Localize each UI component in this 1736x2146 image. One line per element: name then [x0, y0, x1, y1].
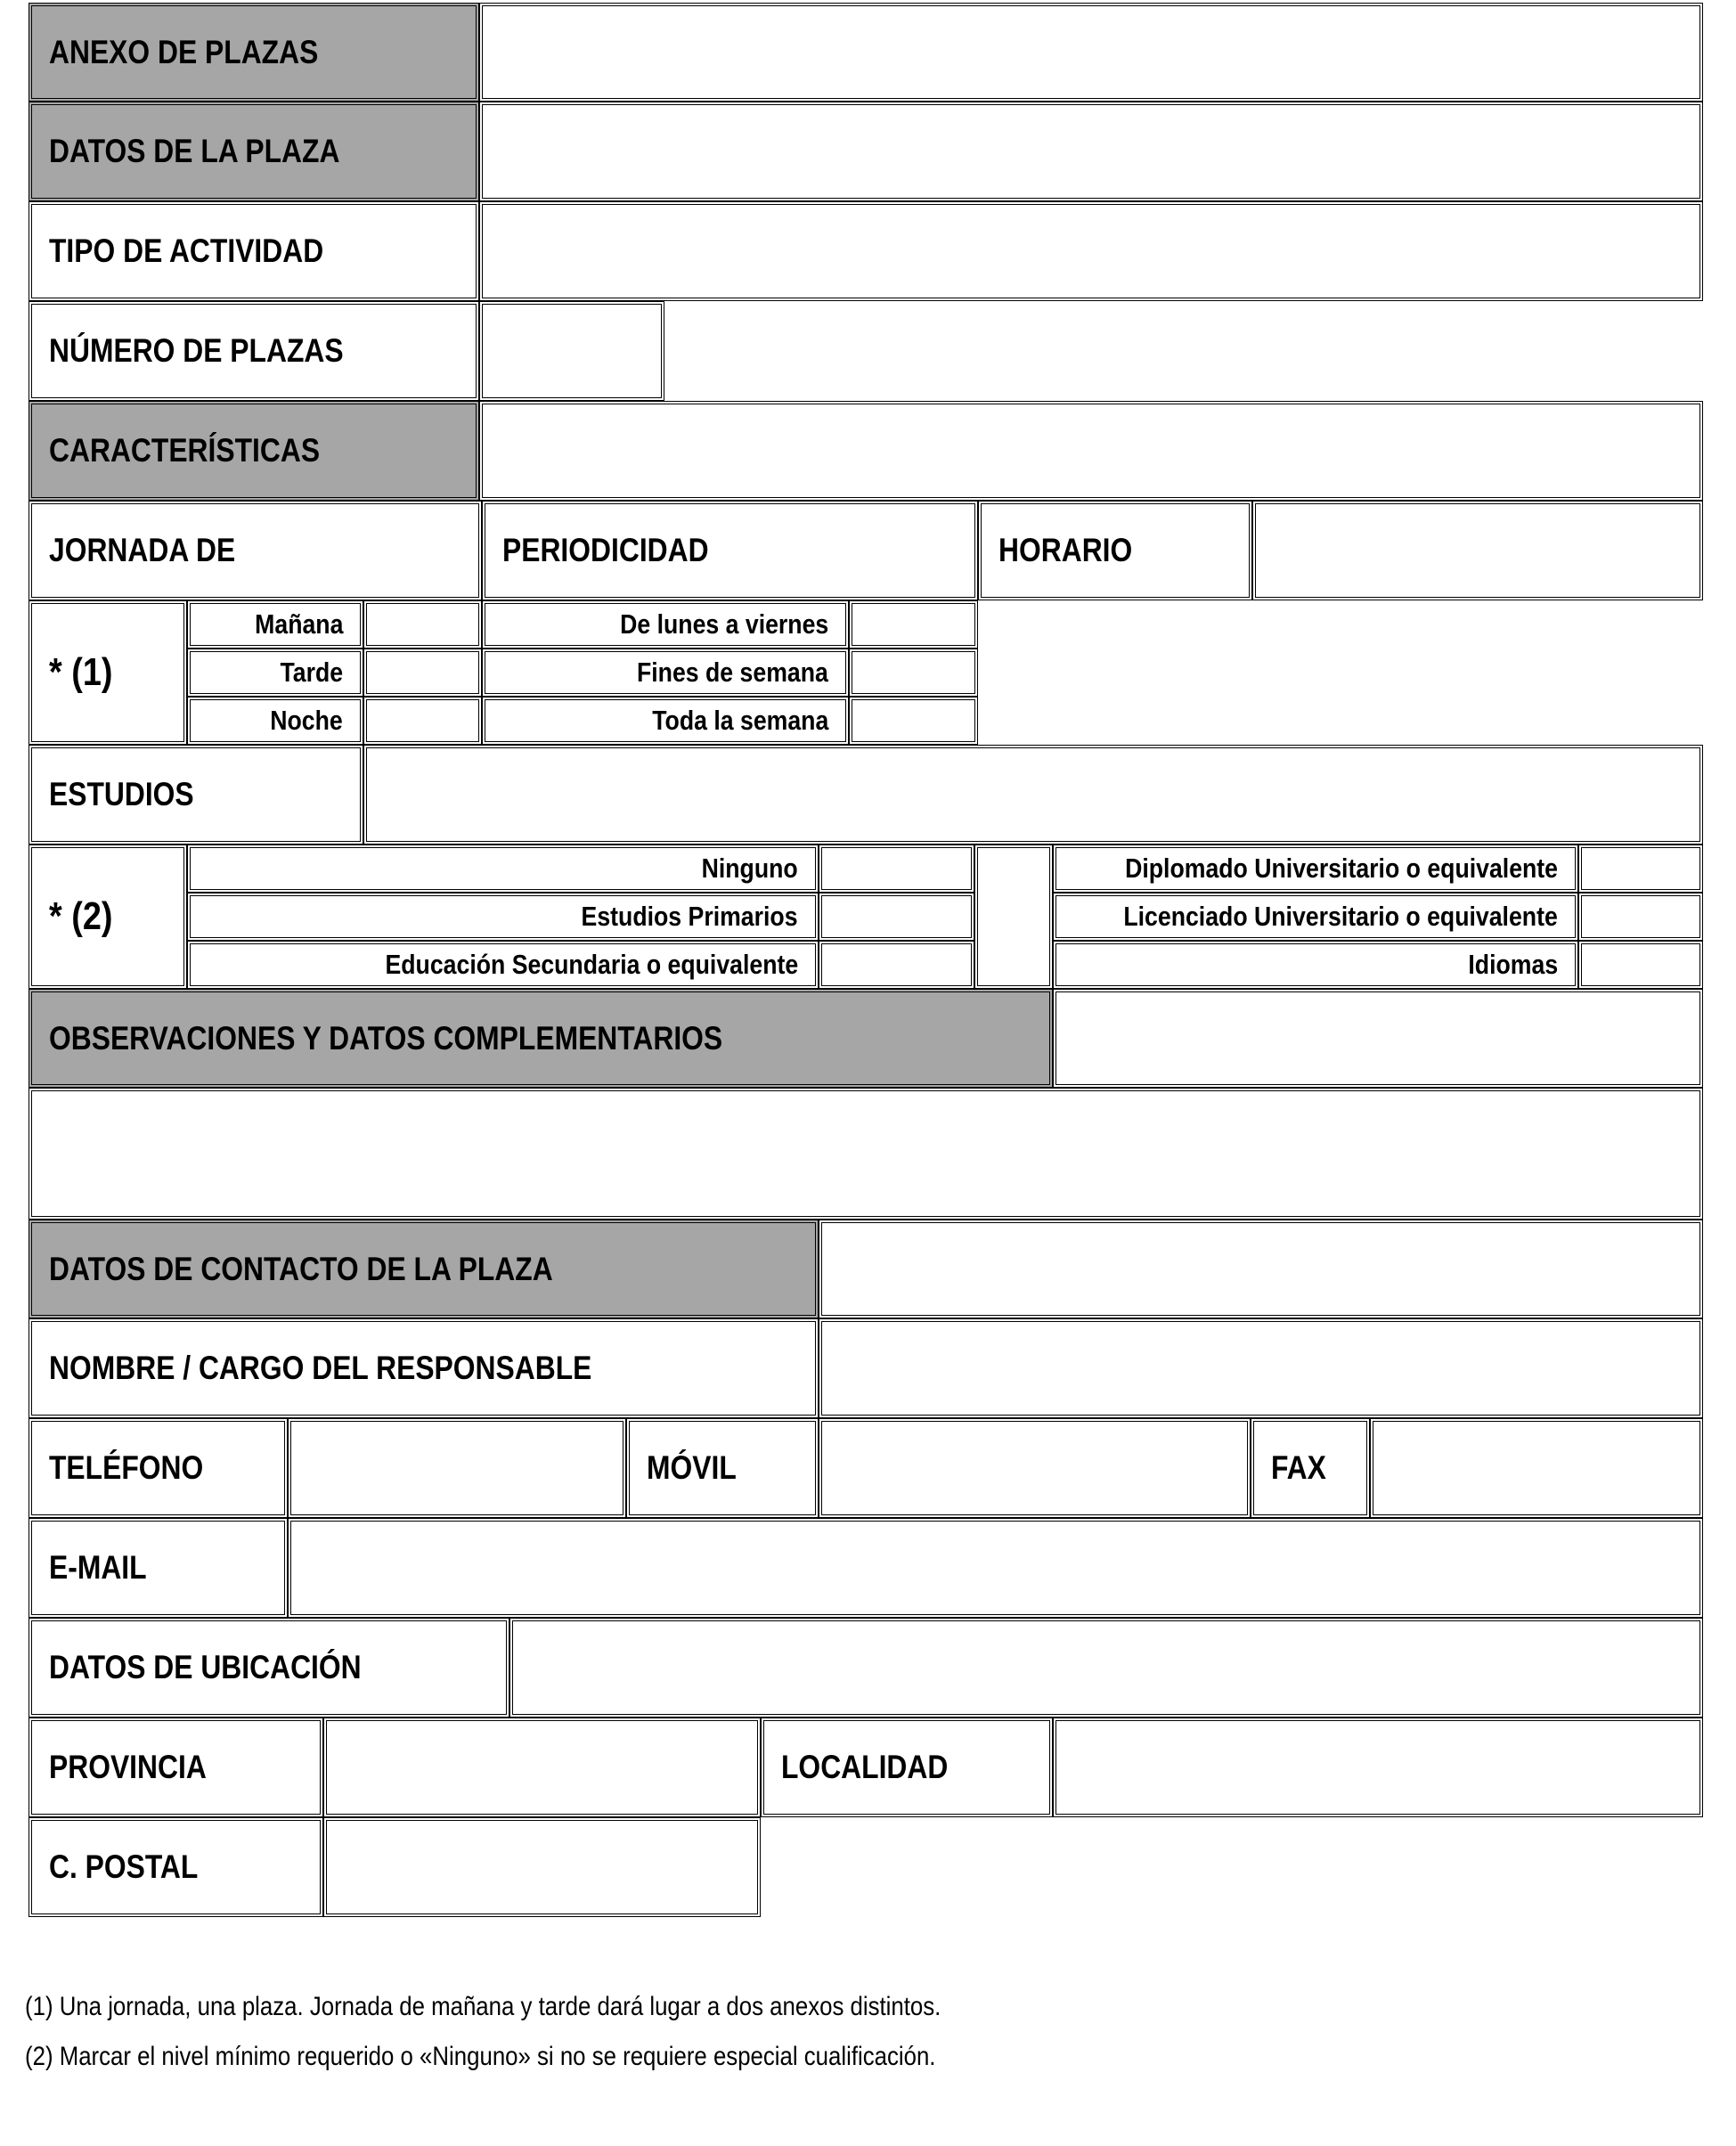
movil-label: MÓVIL — [626, 1418, 819, 1518]
numero-de-plazas-field[interactable] — [479, 301, 664, 401]
anexo-de-plazas-label: ANEXO DE PLAZAS — [29, 3, 479, 102]
estudios-field[interactable] — [363, 745, 1703, 845]
numero-de-plazas-label: NÚMERO DE PLAZAS — [29, 301, 479, 401]
periodicidad-label: PERIODICIDAD — [482, 501, 978, 600]
email-field[interactable] — [288, 1518, 1703, 1618]
jornada-manana-checkbox[interactable] — [363, 600, 482, 649]
jornada-tarde-checkbox[interactable] — [363, 649, 482, 697]
movil-field[interactable] — [819, 1418, 1251, 1518]
periodicidad-fines-semana-checkbox[interactable] — [849, 649, 978, 697]
estudios-idiomas-label: Idiomas — [1053, 941, 1578, 989]
estudios-secundaria-label: Educación Secundaria o equivalente — [187, 941, 819, 989]
estudios-diplomado-checkbox[interactable] — [1578, 845, 1703, 893]
datos-ubicacion-label: DATOS DE UBICACIÓN — [29, 1618, 509, 1718]
c-postal-label: C. POSTAL — [29, 1817, 323, 1917]
observaciones-label: OBSERVACIONES Y DATOS COMPLEMENTARIOS — [29, 989, 1053, 1088]
jornada-noche-checkbox[interactable] — [363, 697, 482, 745]
datos-ubicacion-field[interactable] — [509, 1618, 1703, 1718]
note-ref-1: * (1) — [29, 600, 187, 745]
jornada-manana-label: Mañana — [187, 600, 363, 649]
estudios-primarios-label: Estudios Primarios — [187, 893, 819, 941]
jornada-de-label: JORNADA DE — [29, 501, 482, 600]
tipo-de-actividad-label: TIPO DE ACTIVIDAD — [29, 201, 479, 301]
horario-label: HORARIO — [978, 501, 1252, 600]
fax-field[interactable] — [1370, 1418, 1703, 1518]
fax-label: FAX — [1251, 1418, 1370, 1518]
caracteristicas-label: CARACTERÍSTICAS — [29, 401, 479, 501]
estudios-primarios-checkbox[interactable] — [819, 893, 974, 941]
jornada-noche-label: Noche — [187, 697, 363, 745]
jornada-tarde-label: Tarde — [187, 649, 363, 697]
estudios-ninguno-checkbox[interactable] — [819, 845, 974, 893]
telefono-label: TELÉFONO — [29, 1418, 288, 1518]
periodicidad-toda-semana-checkbox[interactable] — [849, 697, 978, 745]
estudios-licenciado-label: Licenciado Universitario o equivalente — [1053, 893, 1578, 941]
localidad-field[interactable] — [1053, 1718, 1703, 1817]
datos-contacto-field[interactable] — [819, 1220, 1703, 1318]
observaciones-side-field — [1053, 989, 1703, 1088]
observaciones-field[interactable] — [29, 1088, 1703, 1220]
datos-de-la-plaza-label: DATOS DE LA PLAZA — [29, 102, 479, 201]
footnote-1: (1) Una jornada, una plaza. Jornada de mañana y tarde dará lugar a dos anexos distintos. — [25, 1992, 941, 2021]
estudios-diplomado-label: Diplomado Universitario o equivalente — [1053, 845, 1578, 893]
provincia-field[interactable] — [323, 1718, 761, 1817]
c-postal-field[interactable] — [323, 1817, 761, 1917]
estudios-secundaria-checkbox[interactable] — [819, 941, 974, 989]
anexo-de-plazas-field[interactable] — [479, 3, 1703, 102]
periodicidad-toda-semana-label: Toda la semana — [482, 697, 849, 745]
nombre-cargo-label: NOMBRE / CARGO DEL RESPONSABLE — [29, 1318, 819, 1418]
telefono-field[interactable] — [288, 1418, 626, 1518]
periodicidad-lunes-viernes-checkbox[interactable] — [849, 600, 978, 649]
email-label: E-MAIL — [29, 1518, 288, 1618]
note-ref-2: * (2) — [29, 845, 187, 989]
periodicidad-fines-semana-label: Fines de semana — [482, 649, 849, 697]
estudios-ninguno-label: Ninguno — [187, 845, 819, 893]
estudios-idiomas-checkbox[interactable] — [1578, 941, 1703, 989]
tipo-de-actividad-field[interactable] — [479, 201, 1703, 301]
datos-de-la-plaza-field[interactable] — [479, 102, 1703, 201]
footnote-2: (2) Marcar el nivel mínimo requerido o «Ninguno» si no se requiere especial cualificación. — [25, 2042, 936, 2071]
estudios-spacer — [974, 845, 1053, 989]
estudios-licenciado-checkbox[interactable] — [1578, 893, 1703, 941]
provincia-label: PROVINCIA — [29, 1718, 323, 1817]
nombre-cargo-field[interactable] — [819, 1318, 1703, 1418]
localidad-label: LOCALIDAD — [761, 1718, 1053, 1817]
datos-contacto-label: DATOS DE CONTACTO DE LA PLAZA — [29, 1220, 819, 1318]
horario-field[interactable] — [1252, 501, 1703, 600]
caracteristicas-field[interactable] — [479, 401, 1703, 501]
estudios-label: ESTUDIOS — [29, 745, 363, 845]
periodicidad-lunes-viernes-label: De lunes a viernes — [482, 600, 849, 649]
